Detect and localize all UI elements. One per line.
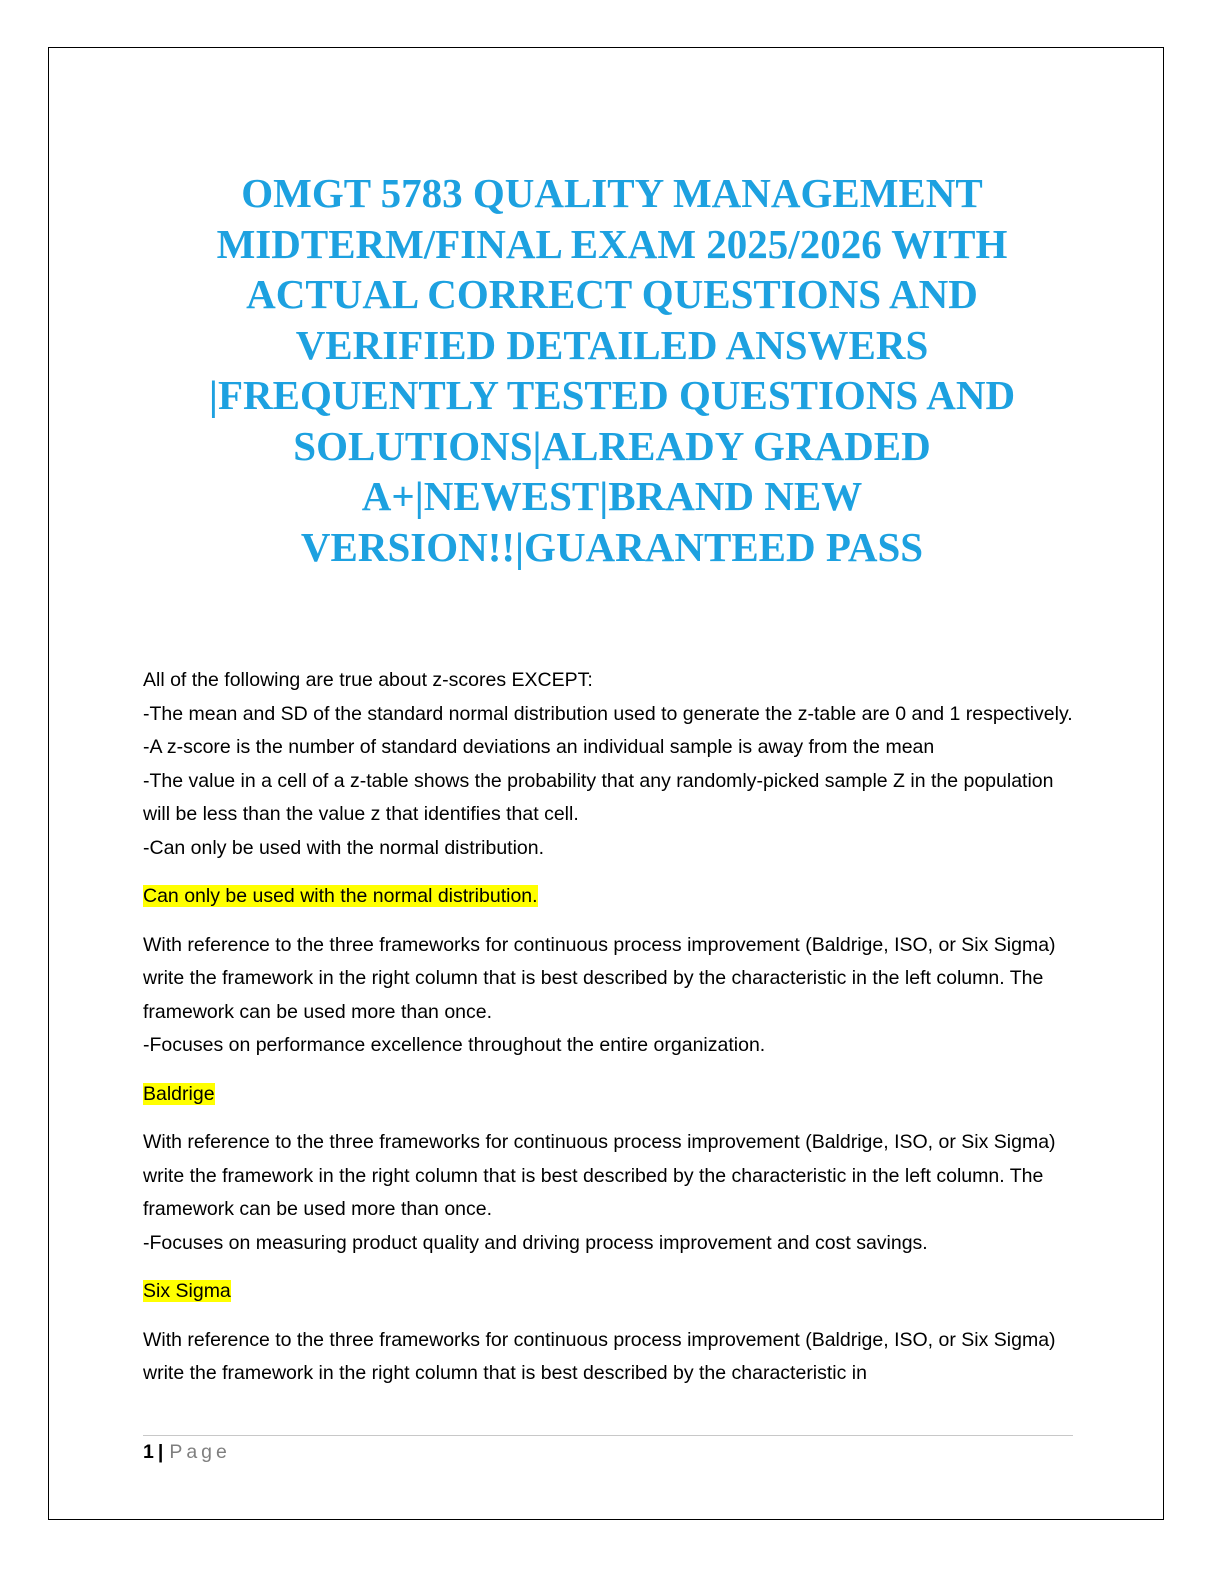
question-2-item: -Focuses on performance excellence throughout the entire organization. [143,1034,766,1056]
answer-highlight: Six Sigma [143,1280,231,1302]
page-number: 1 [143,1441,154,1463]
footer-separator: | [157,1441,164,1463]
question-4-prompt: With reference to the three frameworks for continuous process improvement (Baldrige, ISO, or Six Sigma) write the framework in the right column that is best described by the characteristic in [143,1328,1056,1384]
question-1-option: -The value in a cell of a z-table shows the probability that any randomly-picked sample Z in the population will be less than the value z that identifies that cell. [143,769,1054,825]
page-label: Page [169,1441,231,1463]
answer-highlight: Can only be used with the normal distribution. [143,885,538,907]
answer-highlight: Baldrige [143,1082,215,1105]
question-1-option: -The mean and SD of the standard normal distribution used to generate the z-table are 0 and 1 respectively. [143,702,1073,725]
document-title: OMGT 5783 QUALITY MANAGEMENT MIDTERM/FINAL EXAM 2025/2026 WITH ACTUAL CORRECT QUESTIONS AND VERIFIED DETAILED ANSWERS |FREQUENTLY TESTED QUESTIONS AND SOLUTIONS|ALREADY GRADED A+|NEWEST|BRAND NEW VERSION!!|GUARANTEED PASS [208,170,1016,570]
question-1-option: -Can only be used with the normal distribution. [143,836,545,859]
question-3-prompt: With reference to the three frameworks for continuous process improvement (Baldrige, ISO, or Six Sigma) write the framework in the right column that is best described by the characteristic in the left column. The framework can be used more than once. [143,1131,1056,1220]
question-2-prompt: With reference to the three frameworks for continuous process improvement (Baldrige, ISO, or Six Sigma) write the framework in the right column that is best described by the characteristic in the left column. The framework can be used more than once. [143,933,1056,1023]
page-footer [143,1441,231,1464]
question-2-answer [143,1078,1083,1112]
footer-divider [143,1435,1073,1436]
question-1-answer [143,880,1083,914]
question-3-item: -Focuses on measuring product quality and driving process improvement and cost savings. [143,1231,928,1254]
question-1-option: -A z-score is the number of standard deviations an individual sample is away from the mean [143,736,935,758]
document-body [143,664,1083,1391]
question-3-answer [143,1275,1083,1309]
question-1-prompt: All of the following are true about z-scores EXCEPT: [143,669,593,691]
